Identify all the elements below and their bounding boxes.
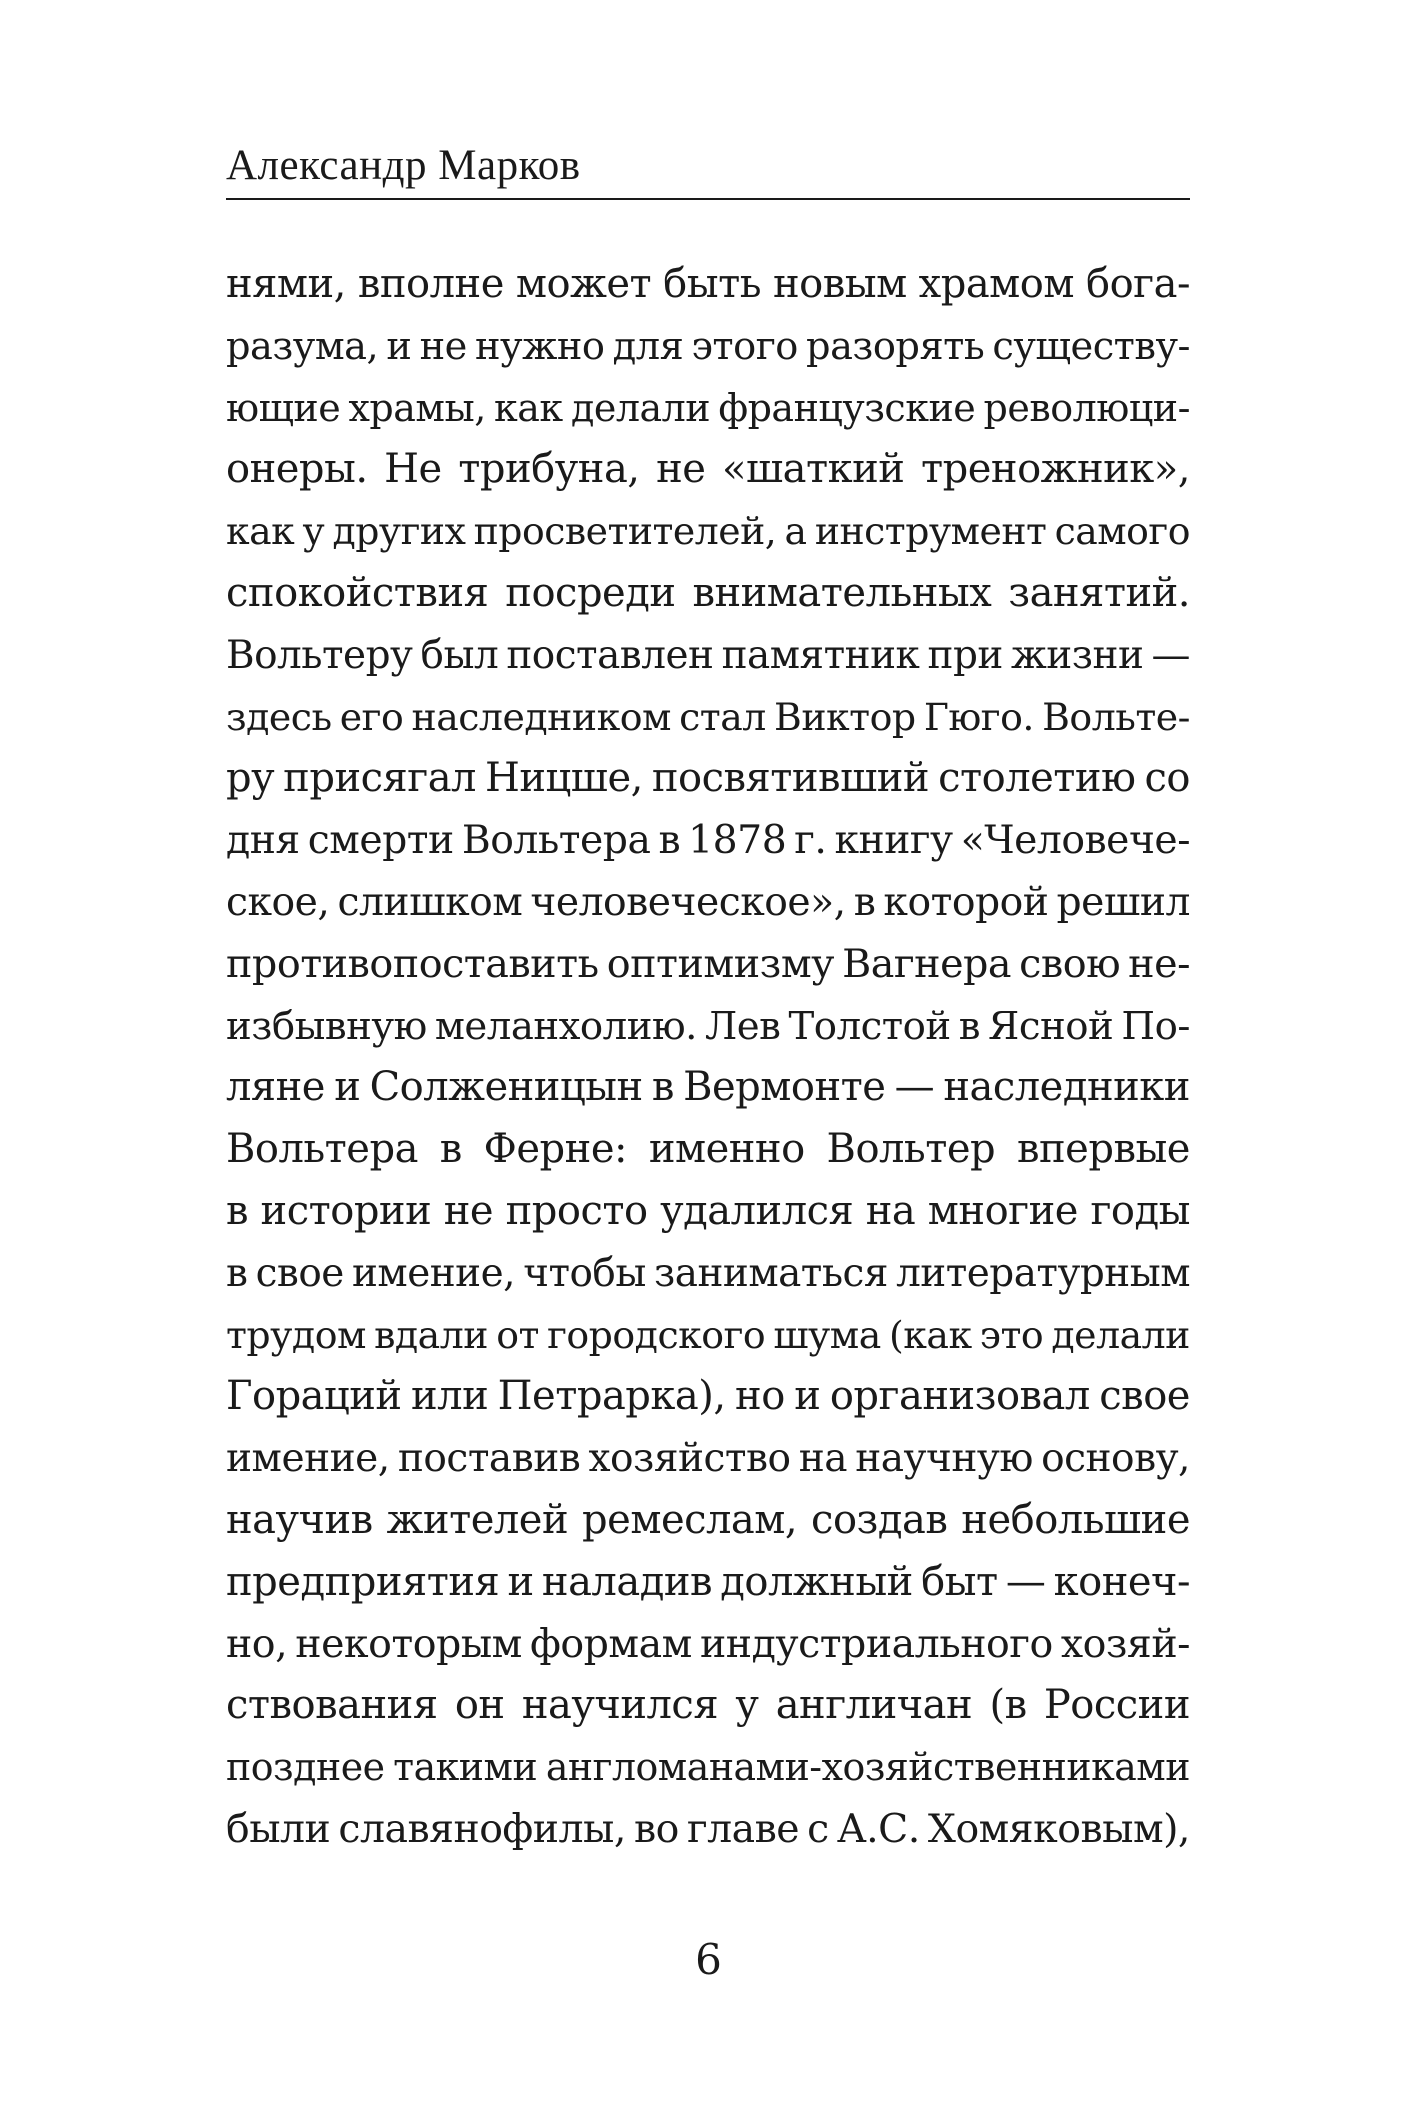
word: Толстой	[788, 1003, 951, 1049]
word: у	[302, 509, 325, 554]
word: со	[1144, 755, 1190, 802]
text-line	[226, 934, 1190, 996]
text-line	[226, 872, 1190, 934]
word: наследником	[411, 694, 671, 739]
word: нями,	[226, 261, 346, 307]
word: ствования	[226, 1682, 438, 1729]
word: посвятивший	[651, 755, 930, 802]
word: Солженицын	[369, 1064, 643, 1111]
word: главе	[686, 1805, 800, 1852]
word: просто	[505, 1187, 648, 1234]
word: делали	[1051, 1312, 1190, 1357]
word: поставив	[397, 1436, 581, 1482]
word: Ясной	[988, 1003, 1114, 1049]
text-line	[226, 501, 1190, 563]
word: Вольтера	[461, 818, 651, 864]
word: новым	[772, 261, 907, 307]
word: городского	[547, 1312, 766, 1357]
word: но	[735, 1373, 785, 1420]
word: человеческое»,	[530, 879, 846, 925]
word: свое	[1099, 1373, 1190, 1420]
text-line	[226, 1181, 1190, 1243]
word: ющие	[226, 385, 341, 430]
word: на	[798, 1436, 848, 1482]
word: просветителей,	[473, 509, 777, 554]
word: научную	[855, 1436, 1033, 1482]
word: разума,	[226, 323, 379, 369]
word: «Человече-	[960, 818, 1190, 864]
word: наладив	[541, 1558, 712, 1605]
word: с	[807, 1805, 829, 1852]
word: меланхолию.	[434, 1003, 697, 1049]
word: хозяй-	[1060, 1620, 1190, 1667]
word: в	[226, 1187, 249, 1234]
word: избывную	[226, 1003, 427, 1049]
word: ское,	[226, 879, 330, 925]
word: позднее	[226, 1745, 385, 1790]
text-line	[226, 1366, 1190, 1428]
word: книгу	[834, 818, 953, 864]
word: нужно	[475, 323, 605, 369]
word: не-	[1128, 940, 1190, 987]
word: г.	[794, 818, 827, 864]
word: на	[865, 1187, 916, 1234]
word: научив	[226, 1496, 373, 1543]
word: не	[443, 1187, 494, 1234]
text-line	[226, 1305, 1190, 1367]
word: которой	[883, 879, 1049, 925]
word: англичан	[775, 1682, 973, 1729]
word: здесь	[226, 694, 332, 739]
text-line	[226, 1737, 1190, 1799]
word: хозяйство	[588, 1436, 791, 1482]
word: жителей	[386, 1496, 569, 1543]
text-line	[226, 748, 1190, 810]
text-line	[226, 1428, 1190, 1490]
word: чтобы	[523, 1250, 646, 1296]
word: основу,	[1041, 1436, 1190, 1482]
word: онеры.	[226, 446, 368, 493]
word: Вольтеру	[226, 632, 413, 678]
text-line	[226, 439, 1190, 501]
text-line	[226, 1119, 1190, 1181]
word: от	[496, 1312, 539, 1357]
word: трудом	[226, 1312, 366, 1357]
word: (как	[888, 1312, 972, 1357]
word: делали	[570, 385, 711, 430]
word: быт	[921, 1558, 998, 1605]
word: некоторым	[295, 1620, 522, 1667]
word: Виктор	[774, 694, 916, 739]
word: ремеслам,	[582, 1496, 798, 1543]
word: шума	[773, 1312, 881, 1357]
word: внимательных	[692, 569, 992, 616]
word: самого	[1054, 509, 1190, 554]
word: в	[658, 818, 681, 864]
word: может	[515, 261, 652, 307]
word: бога-	[1085, 261, 1190, 307]
word: при	[927, 632, 1003, 678]
word: —	[1005, 1558, 1046, 1605]
word: противопоставить	[226, 940, 599, 987]
word: не	[656, 446, 706, 493]
word: Хомяковым),	[927, 1805, 1190, 1852]
word: 1878	[688, 818, 787, 864]
text-line	[226, 1799, 1190, 1861]
word: были	[226, 1805, 331, 1852]
word: формам	[529, 1620, 692, 1667]
word: инструмент	[814, 509, 1047, 554]
text-line	[226, 687, 1190, 749]
word: научился	[521, 1682, 719, 1729]
word: памятник	[721, 632, 920, 678]
word: дня	[226, 818, 300, 864]
word: не	[419, 323, 467, 369]
text-line	[226, 1243, 1190, 1305]
word: удалился	[660, 1187, 854, 1234]
word: слишком	[337, 879, 523, 925]
word: славянофилы,	[338, 1805, 626, 1852]
word: разорять	[806, 323, 985, 369]
word: Вольтера	[226, 1126, 418, 1173]
word: смерти	[307, 818, 454, 864]
word: организовал	[829, 1373, 1090, 1420]
word: решил	[1056, 879, 1190, 925]
word: посреди	[505, 569, 676, 616]
text-line	[226, 1614, 1190, 1676]
word: во	[633, 1805, 679, 1852]
text-line	[226, 378, 1190, 440]
word: заниматься	[654, 1250, 888, 1296]
word: его	[339, 694, 404, 739]
word: свою	[1019, 940, 1121, 987]
word: храмом	[918, 261, 1074, 307]
word: и	[386, 323, 412, 369]
word: в	[853, 879, 876, 925]
word: Вольте-	[1042, 694, 1190, 739]
word: свое	[255, 1250, 344, 1296]
text-line	[226, 625, 1190, 687]
word: оптимизму	[606, 940, 834, 987]
word: стал	[679, 694, 766, 739]
word: небольшие	[961, 1496, 1190, 1543]
text-line	[226, 563, 1190, 625]
text-line	[226, 1490, 1190, 1552]
word: многие	[927, 1187, 1078, 1234]
word: этого	[691, 323, 798, 369]
word: наследники	[943, 1064, 1190, 1111]
word: других	[332, 509, 466, 554]
word: Вольтер	[826, 1126, 996, 1173]
word: Гюго.	[923, 694, 1034, 739]
word: предприятия	[226, 1558, 500, 1605]
word: и	[507, 1558, 534, 1605]
text-line	[226, 1675, 1190, 1737]
word: французские	[718, 385, 976, 430]
word: «шаткий	[721, 446, 905, 493]
word: именно	[648, 1126, 805, 1173]
word: вдали	[374, 1312, 488, 1357]
word: столетию	[938, 755, 1136, 802]
word: или	[411, 1373, 489, 1420]
word: Вагнера	[842, 940, 1012, 987]
body-text	[226, 254, 1190, 1861]
text-line	[226, 1057, 1190, 1119]
word: вполне	[357, 261, 504, 307]
word: для	[612, 323, 684, 369]
word: спокойствия	[226, 569, 489, 616]
word: и	[334, 1064, 361, 1111]
word: англоманами-хозяйственниками	[545, 1745, 1190, 1790]
word: он	[454, 1682, 505, 1729]
word: Петрарка),	[497, 1373, 726, 1420]
running-head	[226, 140, 1190, 200]
word: революци-	[983, 385, 1190, 430]
word: По-	[1121, 1003, 1190, 1049]
word: в	[439, 1126, 462, 1173]
word: индустриального	[699, 1620, 1053, 1667]
word: это	[979, 1312, 1044, 1357]
text-line	[226, 810, 1190, 872]
word: как	[226, 509, 295, 554]
text-line	[226, 254, 1190, 316]
word: как	[494, 385, 563, 430]
word: присягал	[283, 755, 476, 802]
word: (в	[989, 1682, 1027, 1729]
word: имение,	[226, 1436, 390, 1482]
word: Гораций	[226, 1373, 402, 1420]
word: трибуна,	[458, 446, 640, 493]
word: годы	[1090, 1187, 1190, 1234]
word: —	[1151, 632, 1190, 678]
word: имение,	[351, 1250, 516, 1296]
running-head-author: Александр Марков	[226, 142, 581, 189]
word: ляне	[226, 1064, 325, 1111]
word: истории	[260, 1187, 432, 1234]
word: ру	[226, 755, 275, 802]
text-line	[226, 316, 1190, 378]
word: литературным	[896, 1250, 1190, 1296]
word: в	[651, 1064, 674, 1111]
word: но,	[226, 1620, 288, 1667]
word: был	[420, 632, 499, 678]
word: существу-	[992, 323, 1190, 369]
word: Ницше,	[484, 755, 643, 802]
word: а	[784, 509, 807, 554]
word: такими	[393, 1745, 538, 1790]
word: Вермонте	[683, 1064, 886, 1111]
word: быть	[663, 261, 761, 307]
word: создав	[811, 1496, 948, 1543]
word: конеч-	[1053, 1558, 1190, 1605]
word: и	[794, 1373, 821, 1420]
word: А.С.	[836, 1805, 920, 1852]
word: занятий.	[1008, 569, 1190, 616]
word: впервые	[1016, 1126, 1190, 1173]
text-line	[226, 1552, 1190, 1614]
word: России	[1043, 1682, 1190, 1729]
word: у	[735, 1682, 759, 1729]
page-number: 6	[695, 1935, 722, 1984]
word: Лев	[705, 1003, 781, 1049]
word: храмы,	[348, 385, 486, 430]
word: —	[894, 1064, 935, 1111]
word: Ферне:	[483, 1126, 627, 1173]
word: поставлен	[506, 632, 714, 678]
word: в	[226, 1250, 248, 1296]
word: Не	[384, 446, 442, 493]
word: в	[958, 1003, 981, 1049]
text-line	[226, 996, 1190, 1058]
word: жизни	[1010, 632, 1144, 678]
word: должный	[720, 1558, 913, 1605]
word: треножник»,	[921, 446, 1190, 493]
